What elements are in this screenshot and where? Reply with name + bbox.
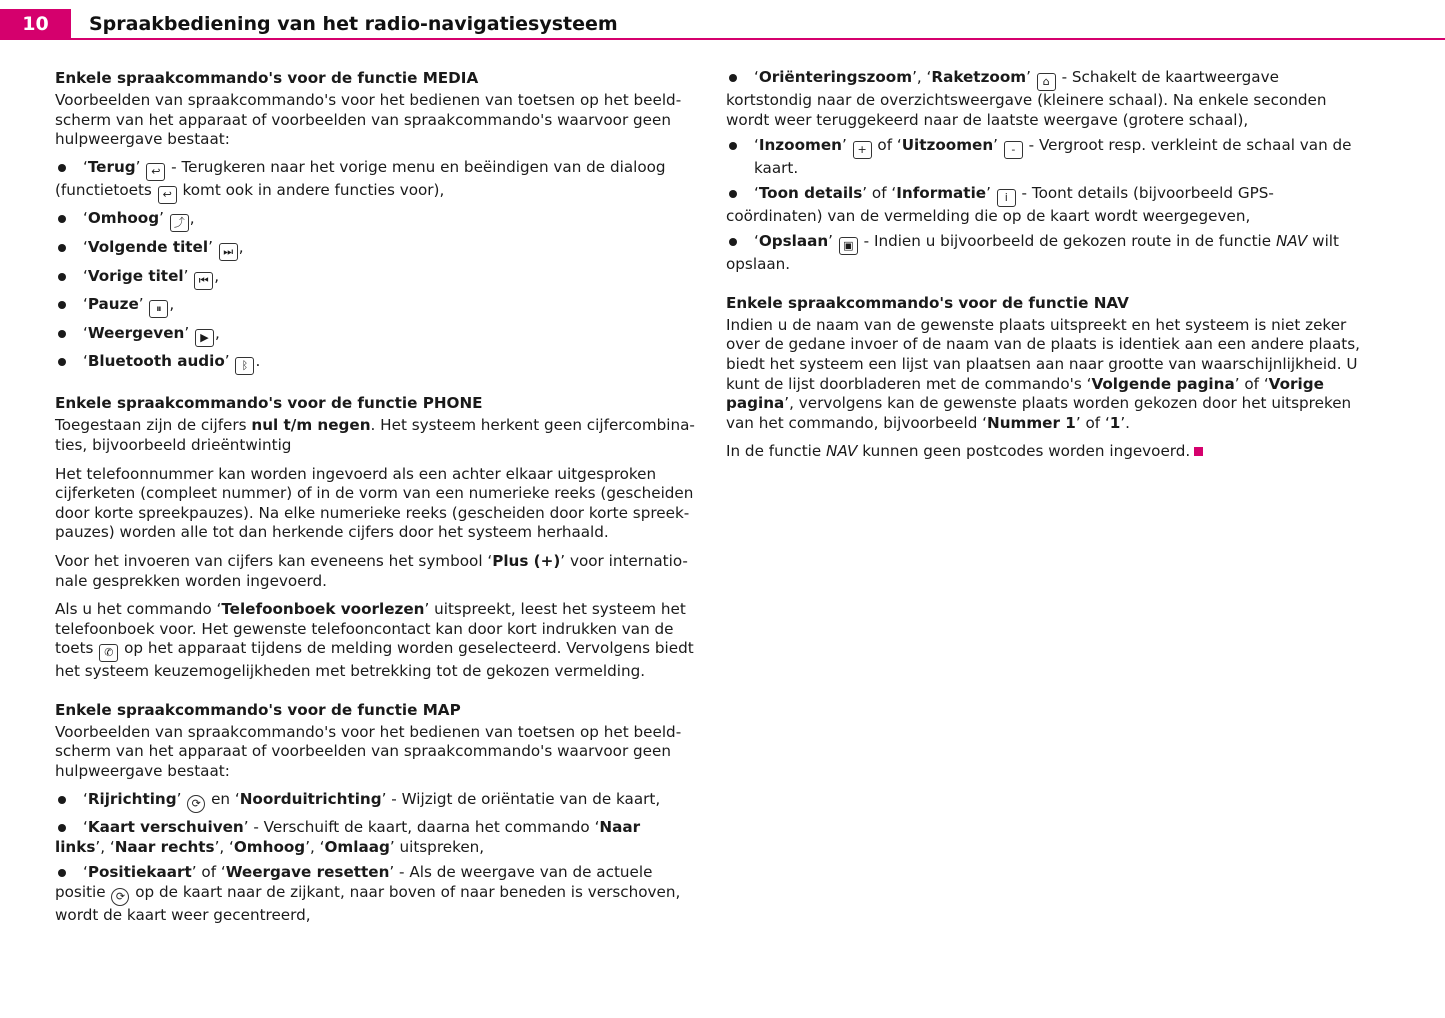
command: Volgende pagina bbox=[1091, 374, 1235, 393]
command: Weergeven bbox=[87, 323, 185, 342]
bluetooth-icon: ᛒ bbox=[235, 357, 254, 375]
command: Vorige pagina bbox=[726, 374, 1324, 413]
list-item: ‘Vorige titel’ ⏮ , bbox=[55, 267, 695, 290]
phone-section bbox=[55, 393, 695, 682]
text: wilt opslaan. bbox=[726, 232, 1339, 274]
text: - Indien u bijvoorbeeld de gekozen route in de functie bbox=[858, 232, 1276, 251]
zoom-out-icon: - bbox=[1004, 141, 1023, 159]
list-item: ‘Volgende titel’ ⏭ , bbox=[55, 238, 695, 261]
pause-icon: ⏸ bbox=[149, 300, 168, 318]
text: . Het systeem herkent geen cijfercombina-ties, bijvoorbeeld drieëntwintig bbox=[55, 416, 695, 454]
map-commands-continued bbox=[726, 68, 1366, 275]
map-heading: Enkele spraakcommando's voor de functie MAP bbox=[55, 700, 461, 719]
command: Omhoog bbox=[87, 209, 160, 228]
text: - Schakelt de kaartweergave kortstondig naar de overzichtsweergave (kleinere schaal). Na enkele seconden wordt weer teruggekeerd naar de laatste weergave (grotere schaal), bbox=[726, 68, 1327, 129]
rotate-icon: ⟳ bbox=[187, 795, 205, 813]
command: Kaart verschuiven bbox=[87, 818, 244, 837]
command: Naar rechts bbox=[114, 837, 215, 856]
text: - Toont details (bijvoorbeeld GPS-coördinaten) van de vermelding die op de kaart wordt weergegeven, bbox=[726, 183, 1274, 225]
list-item: ‘Omhoog’ ⤴ , bbox=[55, 209, 695, 232]
list-item: ‘Inzoomen’ + of ‘Uitzoomen’ - - Vergroot resp. verkleint de schaal van de kaart. bbox=[726, 136, 1366, 179]
text: - Wijzigt de oriëntatie van de kaart, bbox=[386, 789, 661, 808]
save-icon: ▣ bbox=[839, 237, 858, 255]
media-commands bbox=[55, 158, 695, 376]
info-icon: i bbox=[997, 189, 1016, 207]
page-title: Spraakbediening van het radio-navigatiesysteem bbox=[89, 13, 618, 35]
command: Raketzoom bbox=[931, 68, 1027, 86]
text: - Terugkeren naar het vorige menu en beëindigen van de dialoog (functietoets bbox=[55, 157, 666, 199]
back-icon: ↩ bbox=[146, 163, 165, 181]
position-icon: ⟳ bbox=[111, 888, 129, 906]
text: of bbox=[196, 863, 221, 882]
command: Rijrichting bbox=[87, 789, 177, 808]
list-item: ‘Bluetooth audio’ ᛒ . bbox=[55, 352, 695, 375]
list-item: ‘Rijrichting’ ⟳ en ‘Noorduitrichting’ - Wijzigt de oriëntatie van de kaart, bbox=[55, 790, 695, 813]
zoom-in-icon: + bbox=[853, 141, 872, 159]
list-item: ‘Positiekaart’ of ‘Weergave resetten’ - Als de weergave van de actuele positie ⟳ op de kaart naar de zijkant, naar boven of naar beneden is verschoven, wordt de kaart weer gecentreerd, bbox=[55, 863, 695, 925]
text: In de functie bbox=[726, 442, 827, 461]
text: , vervolgens kan de gewenste plaats worden gekozen door het uitspreken van het commando, bijvoorbeeld bbox=[726, 394, 1352, 432]
right-column bbox=[726, 68, 1366, 471]
text: op het apparaat tijdens de melding worden geselecteerd. Vervolgens biedt het systeem keuzemogelijkheden met betrekking tot de gekozen vermelding. bbox=[55, 639, 694, 681]
page-number: 10 bbox=[0, 9, 71, 40]
command: Volgende titel bbox=[87, 237, 209, 256]
command: Nummer 1 bbox=[987, 413, 1076, 432]
text: Als u het commando bbox=[55, 600, 217, 619]
command: Omhoog bbox=[233, 837, 306, 856]
text: Indien u de naam van de gewenste plaats uitspreekt en het systeem is niet zeker over de gedane invoer of de naam van de plaats is identiek aan een andere plaats, biedt het systeem een lijst van plaatsen aan naar grootte van waarschijnlijkheid. U kunt de lijst doorbladeren met de commando's bbox=[726, 315, 1360, 393]
paragraph: Als u het commando ‘Telefoonboek voorlezen’ uitspreekt, leest het systeem het telefoonboek voor. Het gewenste telefooncontact kan door kort indrukken van de toets ✆ op het apparaat tijdens de melding worden geselecteerd. Vervolgens biedt het systeem keuzemogelijkheden met betrekking tot de gekozen vermelding. bbox=[55, 600, 694, 681]
text: of bbox=[872, 135, 897, 154]
command: Bluetooth audio bbox=[87, 352, 225, 371]
previous-track-icon: ⏮ bbox=[194, 272, 213, 290]
text: Telefoonboek voorlezen bbox=[221, 600, 425, 619]
list-item: ‘Kaart verschuiven’ - Verschuift de kaart, daarna het commando ‘Naar links’, ‘Naar rechts’, ‘Omhoog’, ‘Omlaag’ uitspreken, bbox=[55, 818, 695, 857]
next-track-icon: ⏭ bbox=[219, 243, 238, 261]
nav-heading: Enkele spraakcommando's voor de functie NAV bbox=[726, 293, 1129, 312]
left-column bbox=[55, 68, 695, 931]
text: uitspreken, bbox=[394, 837, 485, 856]
text: en bbox=[206, 789, 235, 808]
text: nul t/m negen bbox=[251, 416, 371, 435]
text: NAV bbox=[826, 442, 858, 461]
command: Noorduitrichting bbox=[239, 789, 382, 808]
call-icon: ✆ bbox=[99, 644, 118, 662]
text: - Verschuift de kaart, daarna het commando bbox=[248, 818, 595, 837]
page-header bbox=[0, 0, 1445, 40]
paragraph: Indien u de naam van de gewenste plaats uitspreekt en het systeem is niet zeker over de gedane invoer of de naam van de plaats is identiek aan een andere plaats, biedt het systeem een lijst van plaatsen aan naar grootte van waarschijnlijkheid. U kunt de lijst doorbladeren met de commando's ‘Volgende pagina’ of ‘Vorige pagina’, vervolgens kan de gewenste plaats worden gekozen door het uitspreken van het commando, bijvoorbeeld ‘Nummer 1’ of ‘1’. bbox=[726, 315, 1360, 432]
phone-heading: Enkele spraakcommando's voor de functie PHONE bbox=[55, 394, 483, 413]
text: komt ook in andere functies voor), bbox=[177, 180, 445, 199]
text: - Vergroot resp. verkleint de schaal van de kaart. bbox=[754, 135, 1352, 177]
text: kunnen geen postcodes worden ingevoerd. bbox=[857, 442, 1191, 461]
text: op de kaart naar de zijkant, naar boven of naar beneden is verschoven, wordt de kaart weer gecentreerd, bbox=[55, 882, 681, 924]
text: Voor het invoeren van cijfers kan eveneens het symbool bbox=[55, 551, 488, 570]
list-item: ‘Weergeven’ ▶ , bbox=[55, 324, 695, 347]
command: Opslaan bbox=[758, 232, 829, 251]
zoom-overview-icon: ⌂ bbox=[1037, 73, 1056, 91]
paragraph: Het telefoonnummer kan worden ingevoerd als een achter elkaar uitgesproken cijferketen (compleet nummer) of in de vorm van een numerieke reeks (gescheiden door korte spreekpauzes). Na elke numerieke reeks (gescheiden door korte spreek-pauzes) worden alle tot dan herkende cijfers door het systeem herhaald. bbox=[55, 464, 694, 542]
map-intro: Voorbeelden van spraakcommando's voor het bedienen van toetsen op het beeld-scherm van het apparaat of voorbeelden van spraakcommando's waarvoor geen hulpweergave bestaat: bbox=[55, 722, 682, 781]
list-item: ‘Toon details’ of ‘Informatie’ i - Toont details (bijvoorbeeld GPS-coördinaten) van de vermelding die op de kaart wordt weergegeven, bbox=[726, 184, 1366, 227]
command: Weergave resetten bbox=[225, 863, 390, 882]
text: uitspreekt, leest het systeem het telefoonboek voor. Het gewenste telefooncontact kan door kort indrukken van de toets bbox=[55, 600, 686, 658]
map-commands bbox=[55, 790, 695, 926]
command: Informatie bbox=[896, 183, 987, 202]
command: Terug bbox=[87, 157, 136, 176]
map-section bbox=[55, 700, 695, 925]
text: - Als de weergave van de actuele positie bbox=[55, 863, 653, 901]
command: Uitzoomen bbox=[901, 135, 994, 154]
list-item: ‘Terug’ ↩ - Terugkeren naar het vorige menu en beëindigen van de dialoog (functietoets ↩ komt ook in andere functies voor), bbox=[55, 158, 695, 204]
list-item: ‘Opslaan’ ▣ - Indien u bijvoorbeeld de gekozen route in de functie NAV wilt opslaan. bbox=[726, 232, 1366, 275]
command: Toon details bbox=[758, 183, 863, 202]
play-icon: ▶ bbox=[195, 329, 214, 347]
text: NAV bbox=[1275, 232, 1308, 251]
command: Pauze bbox=[87, 295, 139, 314]
paragraph bbox=[55, 416, 695, 455]
command: Inzoomen bbox=[758, 135, 842, 154]
section-end-marker bbox=[1194, 447, 1203, 456]
command: Naar links bbox=[55, 818, 641, 856]
command: 1 bbox=[1109, 413, 1121, 432]
command: Omlaag bbox=[324, 837, 390, 856]
text: Plus (+) bbox=[492, 551, 561, 570]
text: voor internatio-nale gesprekken worden ingevoerd. bbox=[55, 551, 688, 590]
command: Vorige titel bbox=[87, 266, 184, 285]
media-heading: Enkele spraakcommando's voor de functie MEDIA bbox=[55, 69, 479, 87]
text: Toegestaan zijn de cijfers bbox=[55, 416, 252, 435]
up-icon: ⤴ bbox=[170, 214, 189, 232]
command: Oriënteringszoom bbox=[758, 68, 913, 86]
media-intro: Voorbeelden van spraakcommando's voor het bedienen van toetsen op het beeld-scherm van het apparaat of voorbeelden van spraakcommando's waarvoor geen hulpweergave bestaat: bbox=[55, 91, 682, 149]
text: of bbox=[1080, 413, 1105, 432]
paragraph: Voor het invoeren van cijfers kan eveneens het symbool ‘Plus (+)’ voor internatio-nale gesprekken worden ingevoerd. bbox=[55, 551, 688, 590]
list-item: ‘Pauze’ ⏸ , bbox=[55, 295, 695, 318]
nav-section bbox=[726, 293, 1366, 462]
list-item: ‘Oriënteringszoom’, ‘Raketzoom’ ⌂ - Schakelt de kaartweergave kortstondig naar de overzichtsweergave (kleinere schaal). Na enkele seconden wordt weer teruggekeerd naar de laatste weergave (grotere schaal), bbox=[726, 68, 1366, 130]
back-icon: ↩ bbox=[158, 186, 177, 204]
command: Positiekaart bbox=[87, 863, 192, 882]
text: of bbox=[1239, 374, 1264, 393]
text: of bbox=[867, 183, 892, 202]
paragraph bbox=[726, 442, 1366, 462]
